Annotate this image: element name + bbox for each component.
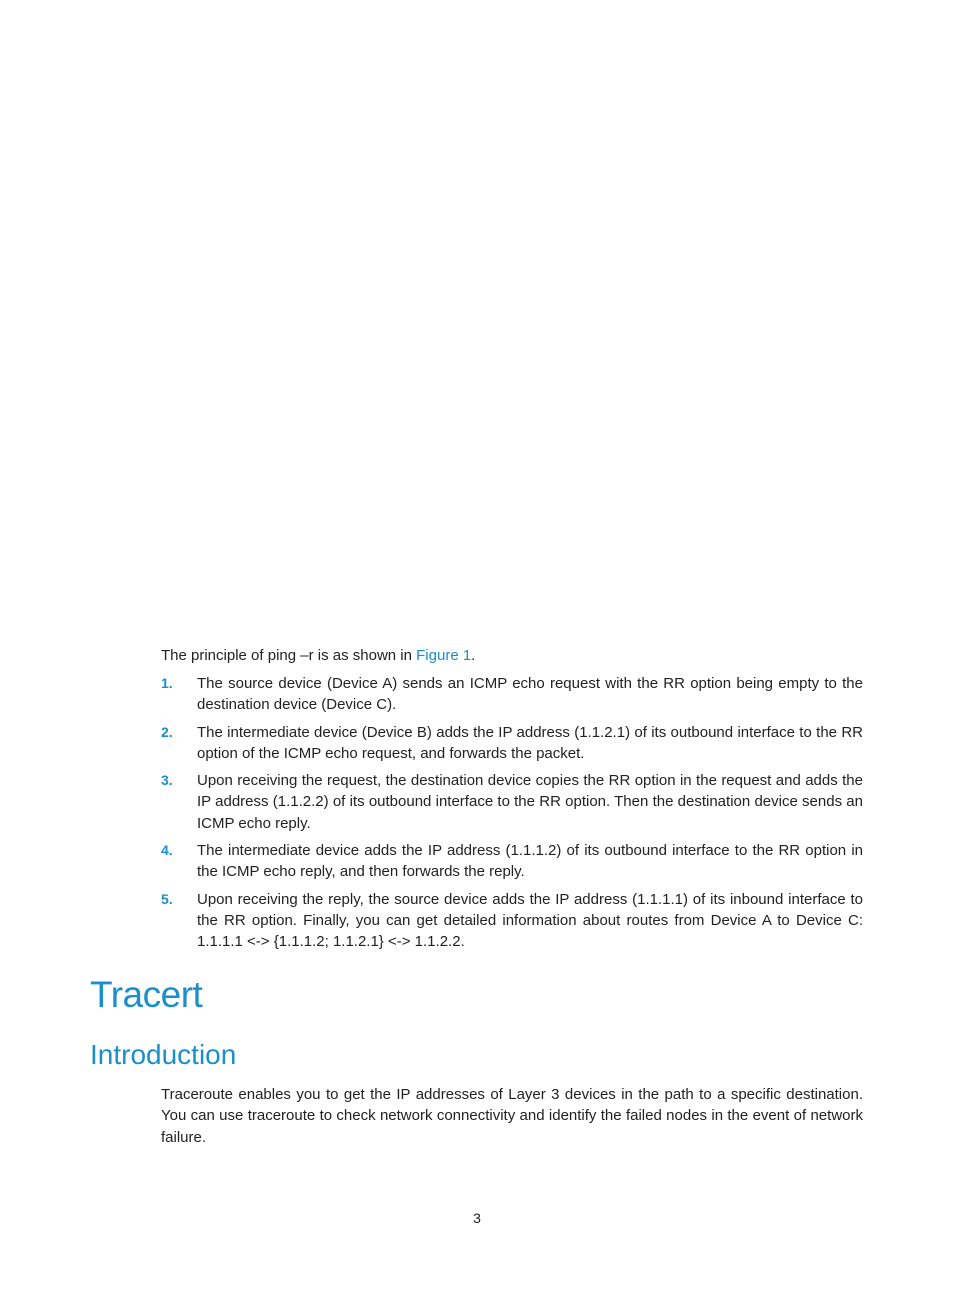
step-number: 1.	[161, 675, 173, 691]
intro-sentence	[161, 645, 863, 666]
step-text: The intermediate device (Device B) adds the IP address (1.1.2.1) of its outbound interface to the RR option of the ICMP echo request, and forwards the packet.	[197, 723, 863, 762]
list-item	[161, 889, 863, 953]
figure-1-link[interactable]: Figure 1	[416, 647, 472, 664]
section-title: Tracert	[90, 974, 203, 1015]
step-text: Upon receiving the reply, the source device adds the IP address (1.1.1.1) of its inbound interface to the RR option. Finally, you can get detailed information about routes from Device A to Device C: 1.1.1.1 <-> {1.1.1.2; 1.1.2.1} <-> 1.1.2.2.	[197, 890, 863, 951]
ping-r-steps-list	[161, 673, 863, 959]
step-number: 2.	[161, 723, 173, 740]
step-number: 5.	[161, 890, 173, 907]
list-item	[161, 840, 863, 883]
intro-prefix: The principle of ping –r is as shown in	[161, 647, 417, 664]
step-text: The source device (Device A) sends an ICMP echo request with the RR option being empty to the destination device (Device C).	[197, 675, 863, 714]
intro-suffix: .	[471, 647, 476, 664]
introduction-paragraph: Traceroute enables you to get the IP addresses of Layer 3 devices in the path to a specific destination. You can use traceroute to check network connectivity and identify the failed nodes in the event of network failure.	[161, 1086, 863, 1146]
section-subtitle: Introduction	[90, 1039, 237, 1070]
step-text: Upon receiving the request, the destination device copies the RR option in the request and adds the IP address (1.1.2.2) of its outbound interface to the RR option. Then the destination device sends an ICMP echo reply.	[197, 772, 863, 832]
step-text: The intermediate device adds the IP address (1.1.1.2) of its outbound interface to the RR option in the ICMP echo reply, and then forwards the reply.	[197, 842, 863, 881]
step-number: 4.	[161, 842, 173, 859]
list-item	[161, 673, 863, 716]
list-item	[161, 722, 863, 765]
list-item	[161, 770, 863, 834]
page-number: 3	[473, 1210, 481, 1226]
step-number: 3.	[161, 772, 173, 789]
